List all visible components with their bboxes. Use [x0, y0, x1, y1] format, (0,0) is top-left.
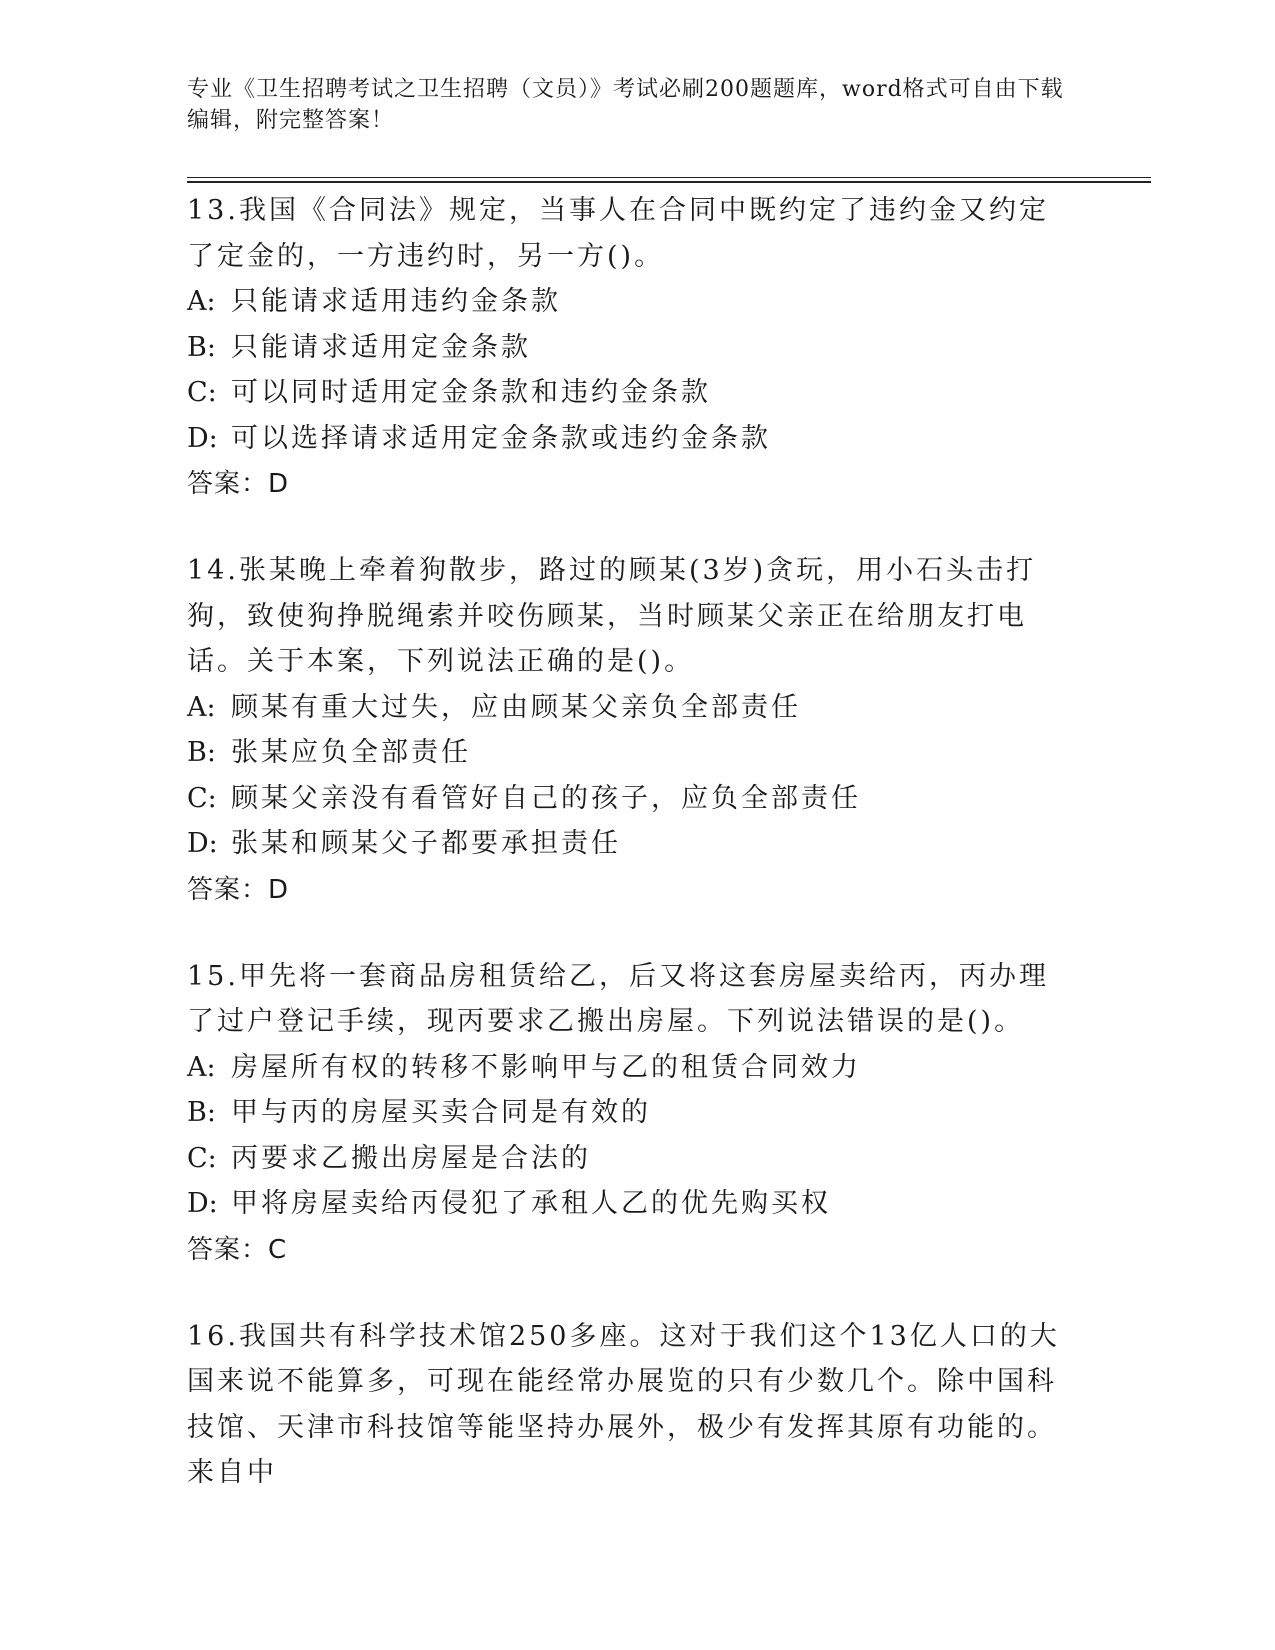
option-a: [187, 279, 1067, 325]
option-text: 只能请求适用定金条款: [231, 331, 531, 363]
header-divider-thin: [187, 177, 1151, 178]
option-letter: B:: [187, 331, 216, 363]
answer-line: 答案：D: [187, 874, 290, 905]
option-d: [187, 1181, 1067, 1227]
question-13: [187, 188, 1067, 507]
option-c: [187, 1136, 1067, 1182]
option-letter: D:: [187, 422, 218, 454]
option-a: [187, 1045, 1067, 1091]
document-header: 专业《卫生招聘考试之卫生招聘（文员）》考试必刷200题题库，word格式可自由下载编辑，附完整答案！: [187, 77, 1064, 133]
option-text: 只能请求适用违约金条款: [231, 286, 561, 317]
option-text: 房屋所有权的转移不影响甲与乙的租赁合同效力: [231, 1051, 861, 1083]
option-b: [187, 1090, 1067, 1136]
option-text: 甲与丙的房屋买卖合同是有效的: [231, 1097, 651, 1128]
option-letter: A:: [187, 691, 216, 723]
option-text: 可以同时适用定金条款和违约金条款: [231, 377, 711, 408]
option-a: [187, 685, 1067, 731]
option-d: [187, 416, 1067, 462]
option-letter: D:: [187, 828, 218, 859]
question-15: [187, 954, 1067, 1273]
question-14: [187, 548, 1067, 913]
option-text: 顾某有重大过失，应由顾某父亲负全部责任: [231, 691, 801, 723]
option-letter: C:: [187, 782, 217, 814]
option-letter: B:: [187, 1097, 216, 1128]
option-b: [187, 325, 1067, 371]
option-b: [187, 730, 1067, 776]
option-c: [187, 776, 1067, 822]
question-stem: 13.我国《合同法》规定，当事人在合同中既约定了违约金又约定了定金的，一方违约时，另一方()。: [187, 195, 1049, 272]
option-c: [187, 370, 1067, 416]
answer-line: 答案：C: [187, 1234, 288, 1265]
answer-line: 答案：D: [187, 469, 290, 499]
option-letter: A:: [187, 286, 216, 317]
question-stem: 14.张某晚上牵着狗散步，路过的顾某(3岁)贪玩，用小石头击打狗，致使狗挣脱绳索并咬伤顾某，当时顾某父亲正在给朋友打电话。关于本案，下列说法正确的是()。: [187, 555, 1037, 677]
header-divider-thick: [187, 181, 1151, 183]
option-text: 可以选择请求适用定金条款或违约金条款: [231, 422, 771, 454]
option-text: 顾某父亲没有看管好自己的孩子，应负全部责任: [231, 782, 861, 814]
question-list: [187, 188, 1067, 1537]
option-letter: C:: [187, 377, 217, 408]
question-stem: 16.我国共有科学技术馆250多座。这对于我们这个13亿人口的大国来说不能算多，可现在能经常办展览的只有少数几个。除中国科技馆、天津市科技馆等能坚持办展外，极少有发挥其原有功能的。来自中: [187, 1320, 1060, 1488]
option-letter: B:: [187, 737, 216, 768]
option-d: [187, 821, 1067, 867]
option-letter: D:: [187, 1188, 218, 1219]
option-text: 张某和顾某父子都要承担责任: [231, 828, 621, 859]
question-stem: 15.甲先将一套商品房租赁给乙，后又将这套房屋卖给丙，丙办理了过户登记手续，现丙要求乙搬出房屋。下列说法错误的是()。: [187, 960, 1049, 1037]
option-text: 张某应负全部责任: [231, 737, 471, 768]
option-text: 丙要求乙搬出房屋是合法的: [231, 1142, 591, 1174]
option-letter: C:: [187, 1142, 217, 1174]
option-text: 甲将房屋卖给丙侵犯了承租人乙的优先购买权: [231, 1188, 831, 1219]
option-letter: A:: [187, 1051, 216, 1083]
question-16: [187, 1314, 1067, 1496]
